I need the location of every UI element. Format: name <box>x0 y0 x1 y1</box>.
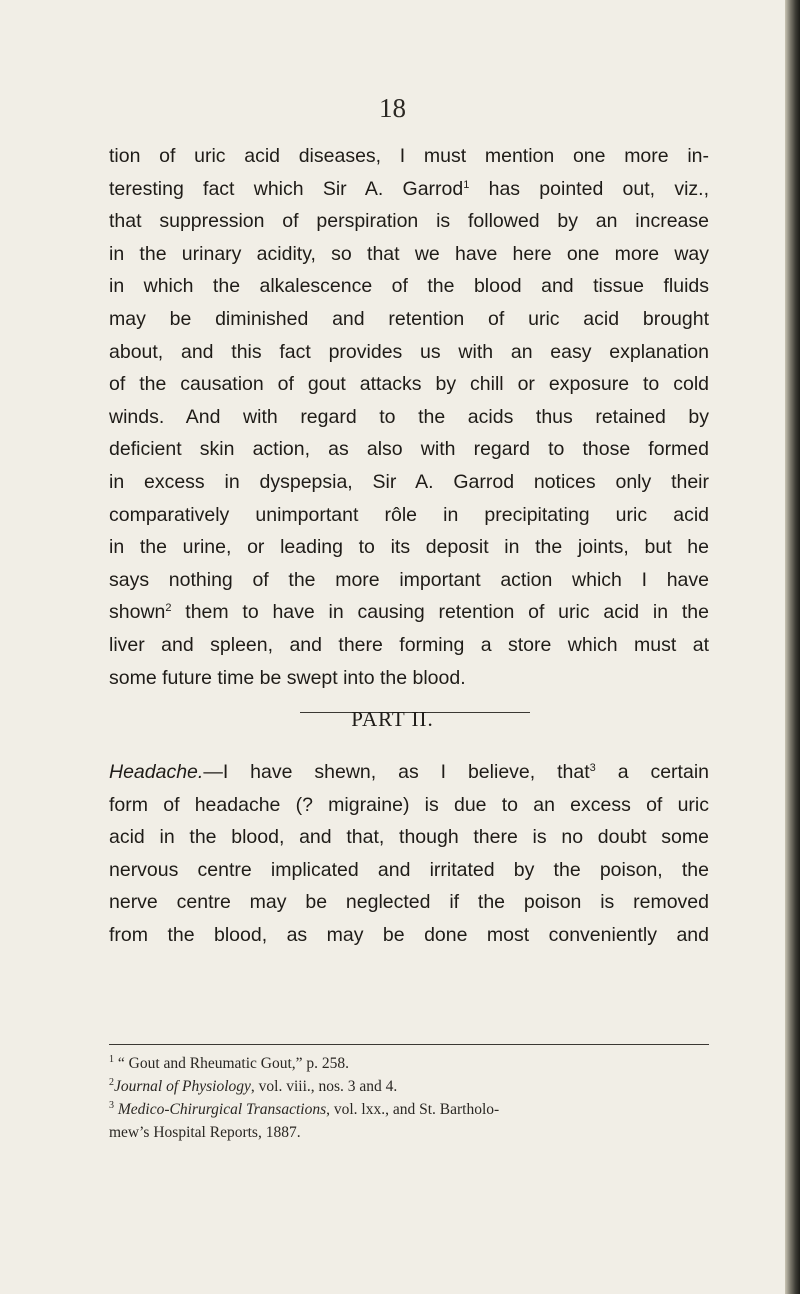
text-line: teresting fact which Sir A. Garrod$^1$ has pointed out, viz., <box>109 177 709 200</box>
footnote-2: $^2$Journal of Physiology, vol. viii., nos. 3 and 4. <box>109 1077 398 1095</box>
text-line: nerve centre may be neglected if the poison is removed <box>109 891 709 914</box>
text-line: some future time be swept into the blood. <box>109 666 466 689</box>
page-number: 18 <box>379 93 406 123</box>
text-line: may be diminished and retention of uric acid brought <box>109 307 709 330</box>
paragraph-gout-perspiration <box>109 140 709 694</box>
footnote-reference: 2 <box>165 602 172 615</box>
text-line: in the urinary acidity, so that we have here one more way <box>109 242 709 265</box>
run-in-heading: Headache. <box>109 761 204 783</box>
text-line: says nothing of the more important action which I have <box>109 568 709 591</box>
text-line: nervous centre implicated and irritated by the poison, the <box>109 858 709 881</box>
page-edge-shadow <box>785 0 800 1294</box>
section-heading: PART II. <box>351 707 434 731</box>
text-line: winds. And with regard to the acids thus retained by <box>109 405 709 428</box>
text-line: Headache.—I have shewn, as I believe, that$^3$ a certain <box>109 761 709 783</box>
footnote-separator-rule <box>109 1044 709 1045</box>
text-line: in excess in dyspepsia, Sir A. Garrod notices only their <box>109 470 709 493</box>
footnote-reference: 1 <box>463 178 470 191</box>
text-line: comparatively unimportant rôle in precipitating uric acid <box>109 503 709 526</box>
paragraph-headache <box>109 756 709 952</box>
text-line: of the causation of gout attacks by chill or exposure to cold <box>109 373 709 396</box>
footnote-3: $^3$ Medico-Chirurgical Transactions, vol. lxx., and St. Bartholo- <box>109 1100 500 1118</box>
text-line: liver and spleen, and there forming a store which must at <box>109 633 709 656</box>
text-line: from the blood, as may be done most conveniently and <box>109 923 709 946</box>
footnote-3-continued: mew’s Hospital Reports, 1887. <box>109 1124 301 1141</box>
footnote-reference: 3 <box>589 762 596 774</box>
text-line: about, and this fact provides us with an easy explanation <box>109 340 709 363</box>
text-line: in which the alkalescence of the blood and tissue fluids <box>109 275 709 298</box>
text-line: form of headache (? migraine) is due to an excess of uric <box>109 793 709 816</box>
footnotes <box>109 1052 709 1144</box>
text-line: that suppression of perspiration is followed by an increase <box>109 210 709 233</box>
text-line: in the urine, or leading to its deposit in the joints, but he <box>109 536 709 559</box>
text-line: tion of uric acid diseases, I must mention one more in- <box>109 145 709 167</box>
footnote-1: $^1$ “ Gout and Rheumatic Gout,” p. 258. <box>109 1054 350 1072</box>
text-line: deficient skin action, as also with regard to those formed <box>109 438 709 461</box>
text-line: shown$^2$ them to have in causing retention of uric acid in the <box>109 601 709 624</box>
text-line: acid in the blood, and that, though there is no doubt some <box>109 826 709 849</box>
